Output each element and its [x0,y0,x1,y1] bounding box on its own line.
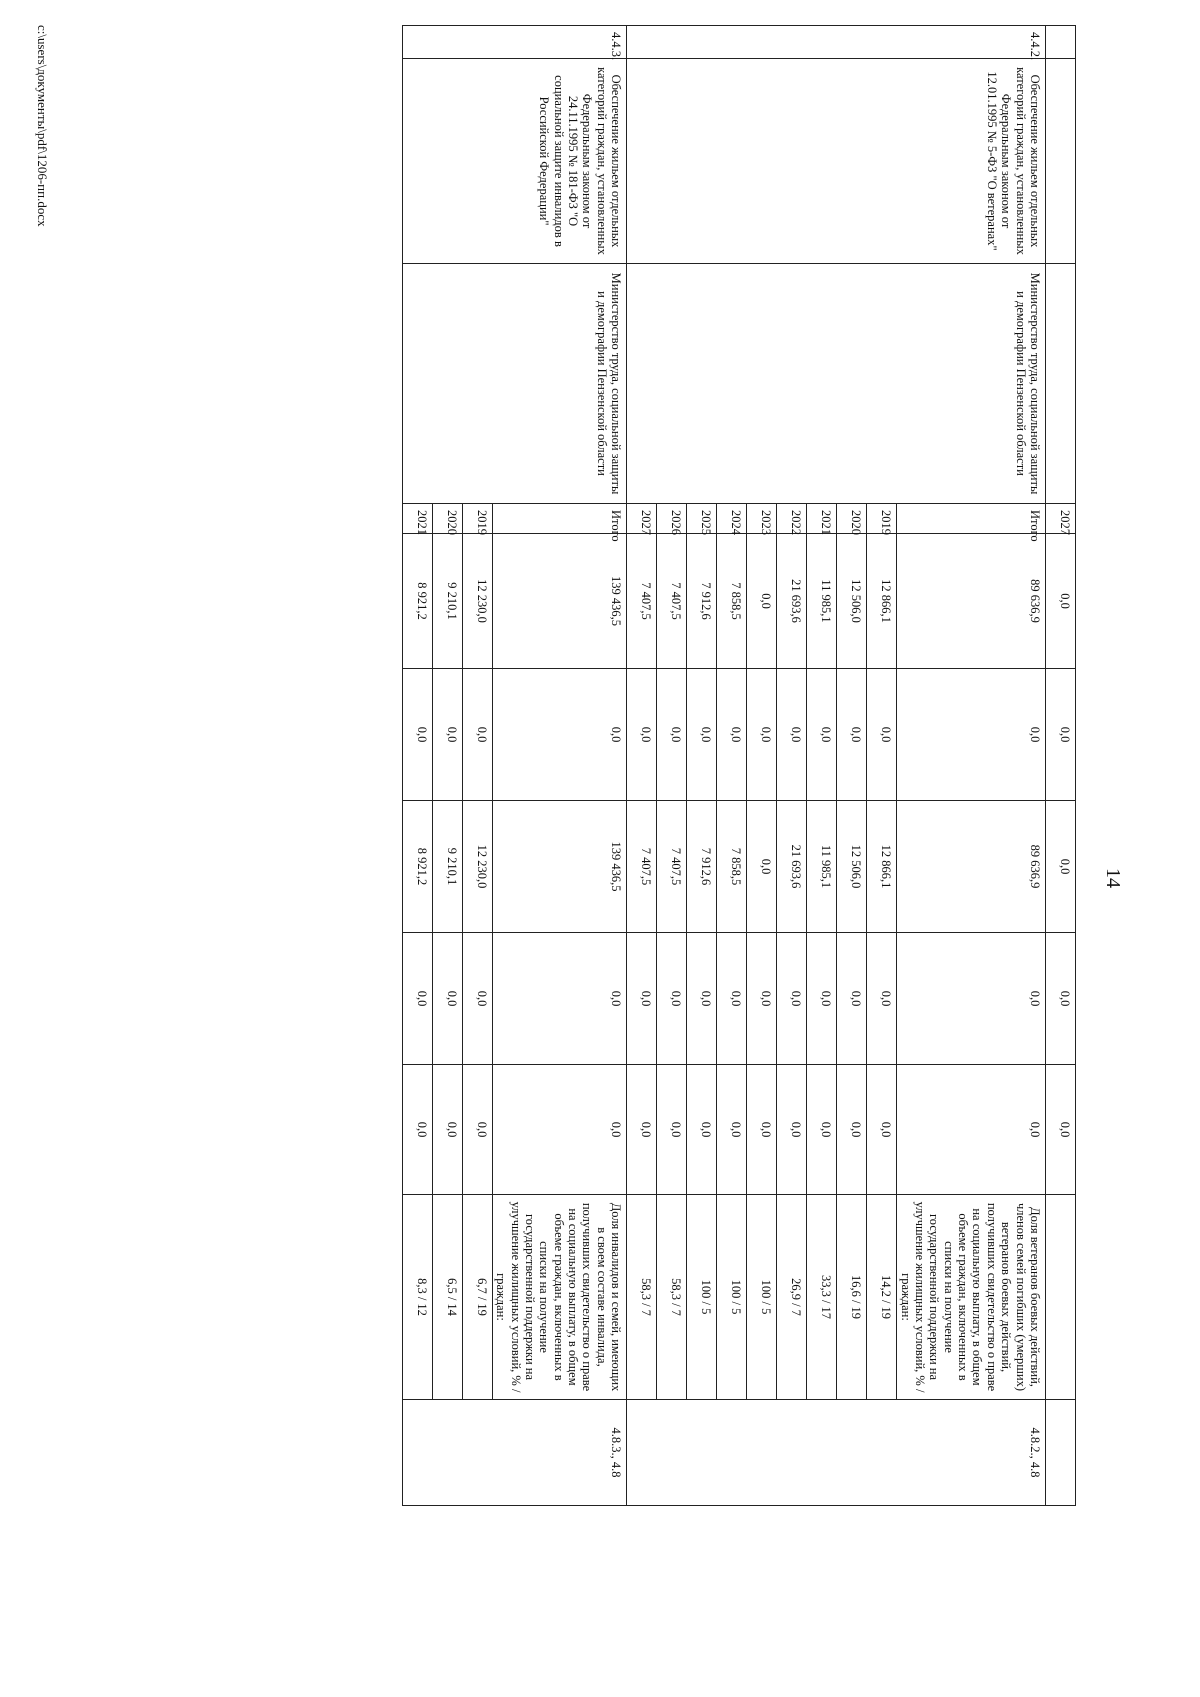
page-number: 14 [1102,868,1124,888]
cell-value: 7 858,5 [717,801,747,933]
cell-value: 7 912,6 [687,534,717,669]
cell-indicator-value: 58,3 / 7 [627,1195,657,1400]
cell-value: 0,0 [747,669,777,801]
cell-value: 0,0 [1046,1065,1076,1195]
cell-indicator-value: 58,3 / 7 [657,1195,687,1400]
cell-year: 2024 [717,504,747,534]
cell-value: 7 407,5 [657,534,687,669]
cell-value: 0,0 [777,669,807,801]
cell-indicator-value: 26,9 / 7 [777,1195,807,1400]
cell-value: 0,0 [462,1065,492,1195]
table-row-total [897,26,1046,1506]
cell-total-value: 89 636,9 [897,801,1046,933]
cell-value: 0,0 [687,1065,717,1195]
cell-total-value: 0,0 [897,669,1046,801]
cell-value: 0,0 [657,1065,687,1195]
cell-value: 0,0 [432,933,462,1065]
cell-value: 12 506,0 [837,534,867,669]
cell-value: 0,0 [867,933,897,1065]
cell-value: 0,0 [402,669,432,801]
cell-value: 0,0 [747,534,777,669]
program-table [402,25,1076,1506]
cell-value: 11 985,1 [807,534,837,669]
cell-value: 0,0 [837,669,867,801]
cell-year: 2021 [807,504,837,534]
cell-value: 21 693,6 [777,801,807,933]
measure-number: 4.4.2. [627,26,1046,59]
cell-year: 2020 [432,504,462,534]
cell-value: 0,0 [807,1065,837,1195]
cell-year: 2026 [657,504,687,534]
cell-year: 2020 [837,504,867,534]
cell-year: 2027 [627,504,657,534]
cell-value: 12 506,0 [837,801,867,933]
cell-value: 12 230,0 [462,534,492,669]
indicator-links: 4.8.3., 4.8 [402,1400,626,1506]
cell-value: 0,0 [432,669,462,801]
cell-value: 8 921,2 [402,801,432,933]
indicator-description: Доля ветеранов боевых действий, членов семей погибших (умерших) ветеранов боевых действий, получивших свидетельство о праве на социальную выплату, в общем объеме граждан, включенных в списки на получение государственной поддержки на улучшение жилищных условий, % / граждан: [897,1195,1046,1400]
cell-indicator-value: 100 / 5 [747,1195,777,1400]
cell-value: 0,0 [462,933,492,1065]
cell-indicator-value: 100 / 5 [717,1195,747,1400]
executor-name: Министерство труда, социальной защиты и демографии Пензенской области [627,264,1046,504]
cell-value: 0,0 [867,1065,897,1195]
table-body [402,26,1075,1506]
cell-value: 7 858,5 [717,534,747,669]
executor-name: Министерство труда, социальной защиты и демографии Пензенской области [402,264,626,504]
cell-value: 0,0 [777,933,807,1065]
cell-year: 2022 [777,504,807,534]
cell-value: 0,0 [747,801,777,933]
cell-value: 12 230,0 [462,801,492,933]
cell-empty [1046,26,1076,59]
cell-total-value: 139 436,5 [492,534,626,669]
cell-value: 0,0 [717,933,747,1065]
cell-empty [1046,59,1076,264]
cell-indicator-value: 14,2 / 19 [867,1195,897,1400]
cell-value: 0,0 [747,1065,777,1195]
cell-year: 2027 [1046,504,1076,534]
cell-value: 12 866,1 [867,801,897,933]
cell-value: 9 210,1 [432,801,462,933]
cell-value: 0,0 [687,669,717,801]
measure-number: 4.4.3. [402,26,626,59]
cell-empty [1046,1400,1076,1506]
cell-value: 7 407,5 [657,801,687,933]
cell-total-value: 139 436,5 [492,801,626,933]
cell-value: 0,0 [777,1065,807,1195]
table-row-total [492,26,626,1506]
cell-total-value: 0,0 [492,1065,626,1195]
cell-total-value: 89 636,9 [897,534,1046,669]
cell-value: 0,0 [432,1065,462,1195]
measure-name: Обеспечение жильем отдельных категорий граждан, установленных Федеральным законом от 24.11.1995 № 181-ФЗ "О социальной защите инвалидов в Российской Федерации" [402,59,626,264]
cell-total-label: Итого [897,504,1046,534]
cell-value: 0,0 [837,1065,867,1195]
cell-value: 0,0 [1046,801,1076,933]
cell-total-value: 0,0 [492,669,626,801]
measure-name: Обеспечение жильем отдельных категорий граждан, установленных Федеральным законом от 12.01.1995 № 5-ФЗ "О ветеранах" [627,59,1046,264]
cell-indicator-value: 8,3 / 12 [402,1195,432,1400]
cell-value: 12 866,1 [867,534,897,669]
indicator-description: Доля инвалидов и семей, имеющих в своем составе инвалида, получивших свидетельство о праве на социальную выплату, в общем объеме граждан, включенных в списки на получение государственной поддержки на улучшение жилищных условий, % / граждан: [492,1195,626,1400]
cell-value: 0,0 [627,933,657,1065]
cell-value: 9 210,1 [432,534,462,669]
cell-value: 0,0 [462,669,492,801]
indicator-links: 4.8.2., 4.8 [627,1400,1046,1506]
cell-year: 2023 [747,504,777,534]
cell-value: 0,0 [837,933,867,1065]
cell-indicator-value: 16,6 / 19 [837,1195,867,1400]
cell-year: 2019 [867,504,897,534]
cell-total-value: 0,0 [897,933,1046,1065]
cell-empty [1046,264,1076,504]
cell-value: 0,0 [717,669,747,801]
cell-value: 0,0 [807,933,837,1065]
cell-indicator-value: 33,3 / 17 [807,1195,837,1400]
cell-value: 0,0 [657,933,687,1065]
cell-value: 0,0 [657,669,687,801]
cell-value: 7 407,5 [627,801,657,933]
table-row-continuation [1046,26,1076,1506]
cell-value: 0,0 [627,1065,657,1195]
cell-indicator-value: 100 / 5 [687,1195,717,1400]
cell-indicator-value: 6,7 / 19 [462,1195,492,1400]
cell-year: 2019 [462,504,492,534]
cell-value: 0,0 [867,669,897,801]
cell-value: 0,0 [627,669,657,801]
cell-total-label: Итого [492,504,626,534]
cell-value: 8 921,2 [402,534,432,669]
cell-value: 7 912,6 [687,801,717,933]
cell-value: 0,0 [717,1065,747,1195]
cell-value: 11 985,1 [807,801,837,933]
cell-value: 0,0 [402,1065,432,1195]
cell-total-value: 0,0 [492,933,626,1065]
cell-value: 7 407,5 [627,534,657,669]
cell-year: 2025 [687,504,717,534]
cell-value: 0,0 [807,669,837,801]
cell-value: 0,0 [402,933,432,1065]
cell-indicator-value: 6,5 / 14 [432,1195,462,1400]
cell-value: 0,0 [1046,669,1076,801]
cell-year: 2021 [402,504,432,534]
cell-value: 0,0 [747,933,777,1065]
cell-value: 0,0 [687,933,717,1065]
cell-empty [1046,1195,1076,1400]
footer-file-path: c:\users\документы\pdf\1206-пп.docx [35,25,50,227]
cell-total-value: 0,0 [897,1065,1046,1195]
cell-value: 0,0 [1046,933,1076,1065]
cell-value: 0,0 [1046,534,1076,669]
cell-value: 21 693,6 [777,534,807,669]
